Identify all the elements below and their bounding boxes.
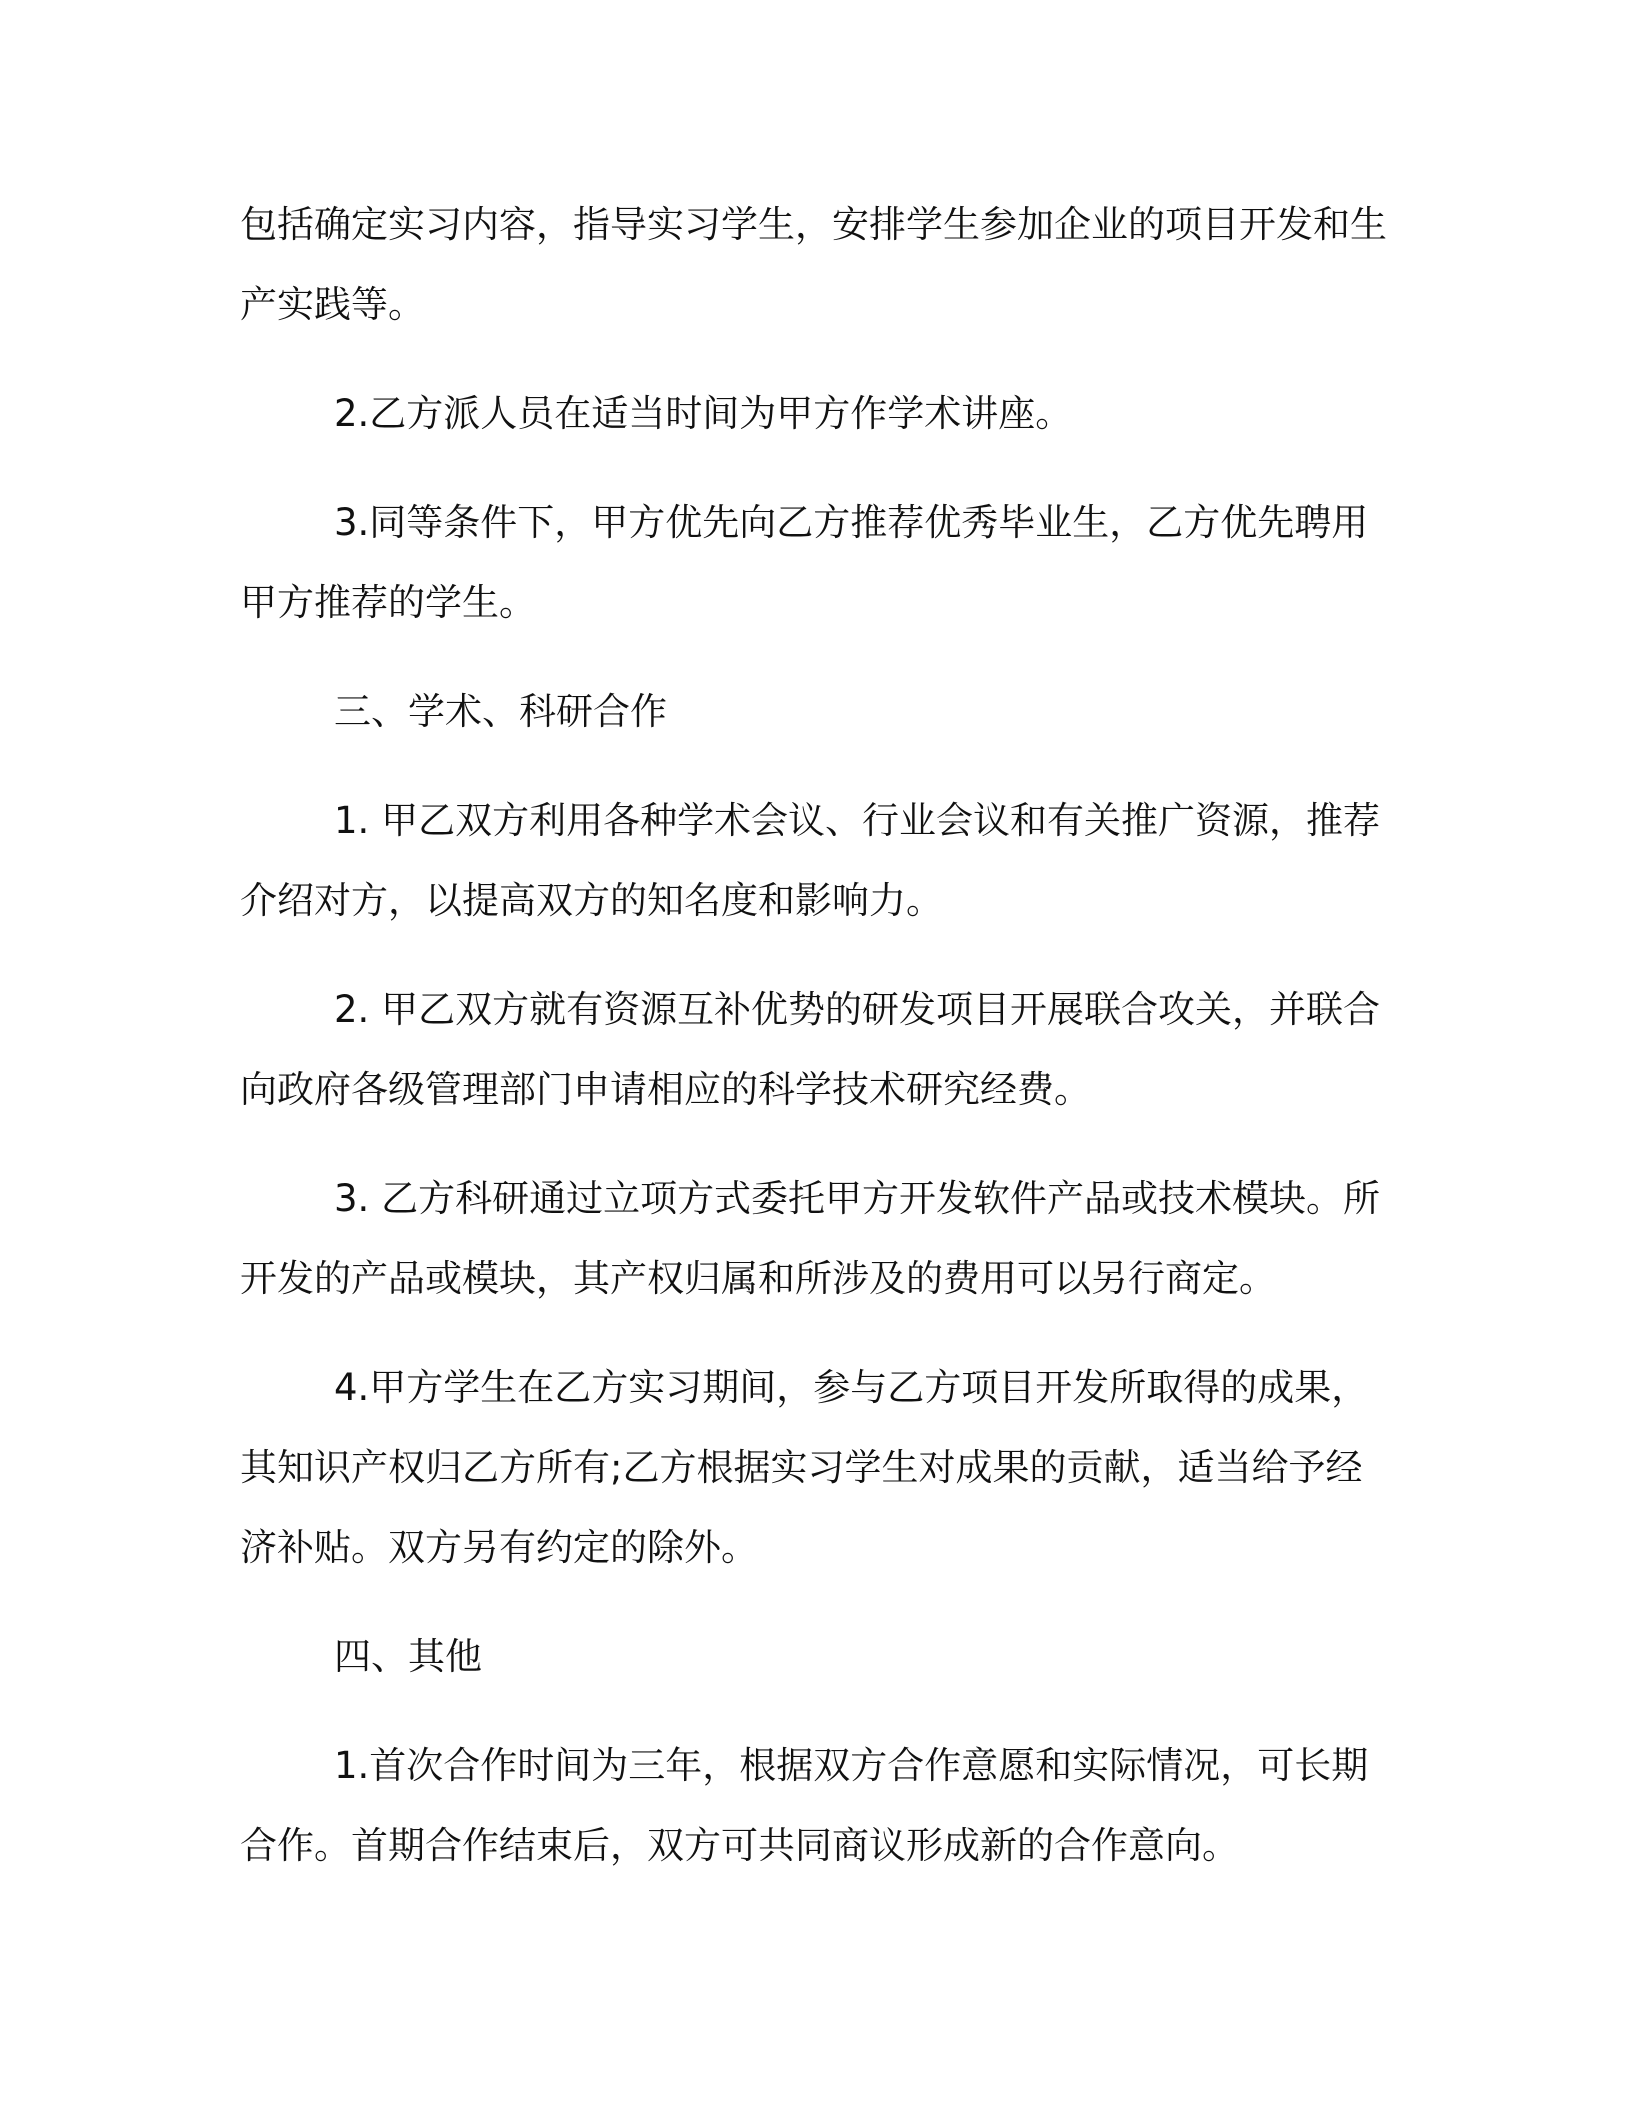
- section-heading-3: 三、学术、科研合作: [334, 690, 667, 733]
- paragraph-continuation: 包括确定实习内容，指导实习学生，安排学生参加企业的项目开发和生产实践等。: [240, 203, 1387, 326]
- paragraph-research-1: 1. 甲乙双方利用各种学术会议、行业会议和有关推广资源，推荐介绍对方，以提高双方的知名度和影响力。: [240, 799, 1381, 922]
- section-heading-4: 四、其他: [334, 1635, 482, 1678]
- paragraph-item-3-graduates: 3.同等条件下，甲方优先向乙方推荐优秀毕业生，乙方优先聘用甲方推荐的学生。: [240, 501, 1369, 624]
- paragraph-item-2-lecture: 2.乙方派人员在适当时间为甲方作学术讲座。: [334, 392, 1073, 435]
- paragraph-research-4: 4.甲方学生在乙方实习期间，参与乙方项目开发所取得的成果，其知识产权归乙方所有;乙方根据实习学生对成果的贡献，适当给予经济补贴。双方另有约定的除外。: [240, 1366, 1369, 1569]
- paragraph-research-2: 2. 甲乙双方就有资源互补优势的研发项目开展联合攻关，并联合向政府各级管理部门申请相应的科学技术研究经费。: [240, 988, 1381, 1111]
- paragraph-other-1: 1.首次合作时间为三年，根据双方合作意愿和实际情况，可长期合作。首期合作结束后，双方可共同商议形成新的合作意向。: [240, 1744, 1369, 1867]
- paragraph-research-3: 3. 乙方科研通过立项方式委托甲方开发软件产品或技术模块。所开发的产品或模块，其产权归属和所涉及的费用可以另行商定。: [240, 1177, 1381, 1300]
- document-body: [240, 185, 1390, 1915]
